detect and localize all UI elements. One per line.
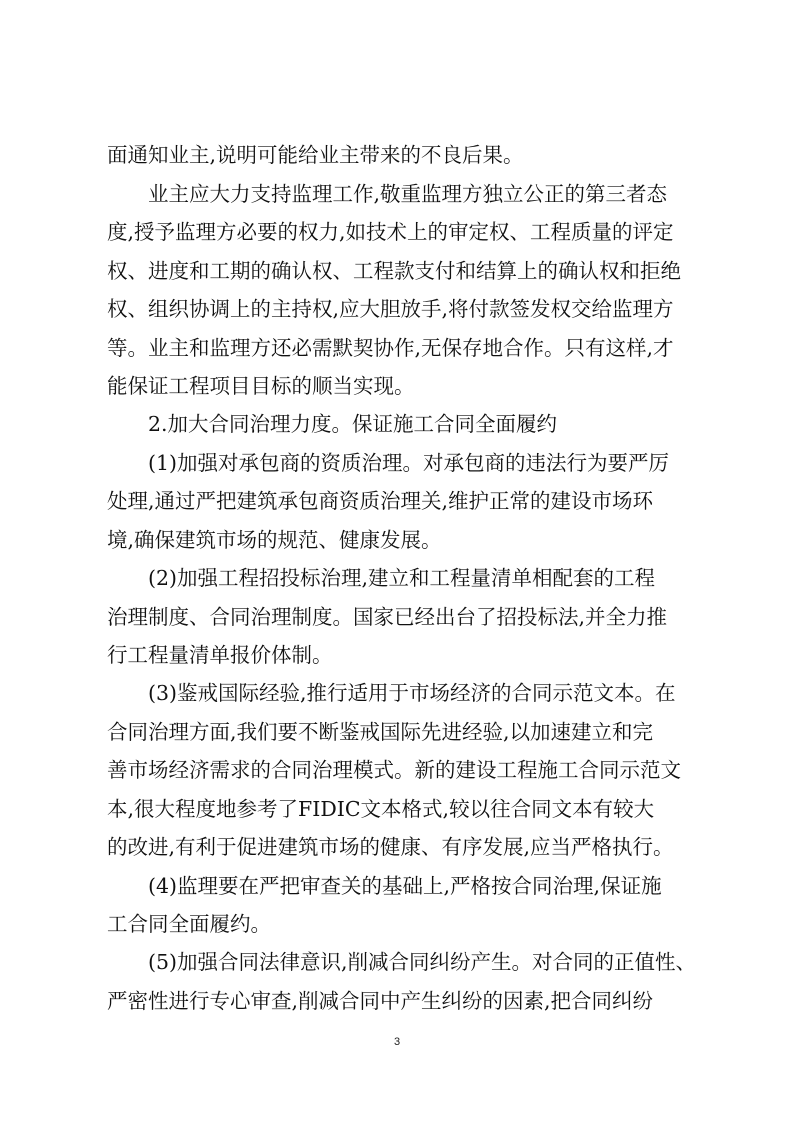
text-line: 权、进度和工期的确认权、工程款支付和结算上的确认权和拒绝 (107, 259, 681, 283)
text-line: 治理制度、合同治理制度。国家已经出台了招投标法,并全力推 (107, 605, 668, 629)
section-heading: 2.加大合同治理力度。保证施工合同全面履约 (148, 412, 558, 436)
text-line: 处理,通过严把建筑承包商资质治理关,维护正常的建设市场环 (107, 489, 654, 513)
text-line: (5)加强合同法律意识,削减合同纠纷产生。对合同的正值性、 (148, 950, 697, 974)
text-line: 工合同全面履约。 (107, 912, 271, 936)
text-line: 的改进,有利于促进建筑市场的健康、有序发展,应当严格执行。 (107, 835, 674, 859)
page-number: 3 (393, 1036, 401, 1048)
text-line: 严密性进行专心审查,削减合同中产生纠纷的因素,把合同纠纷 (107, 989, 654, 1013)
text-line: (3)鉴戒国际经验,推行适用于市场经济的合同示范文本。在 (148, 681, 676, 705)
text-line: 权、组织协调上的主持权,应大胆放手,将付款签发权交给监理方 (107, 297, 674, 321)
text-line: 合同治理方面,我们要不断鉴戒国际先进经验,以加速建立和完 (107, 720, 654, 744)
text-line: 善市场经济需求的合同治理模式。新的建设工程施工合同示范文 (107, 758, 681, 782)
text-line: 本,很大程度地参考了FIDIC文本格式,较以往合同文本有较大 (107, 797, 655, 821)
text-line: 等。业主和监理方还必需默契协作,无保存地合作。只有这样,才 (107, 336, 674, 360)
text-line: (1)加强对承包商的资质治理。对承包商的违法行为要严厉 (148, 451, 670, 475)
text-line: 能保证工程项目目标的顺当实现。 (107, 374, 415, 398)
text-line: 行工程量清单报价体制。 (107, 643, 333, 667)
text-line: 业主应大力支持监理工作,敬重监理方独立公正的第三者态 (148, 182, 668, 206)
text-line: 面通知业主,说明可能给业主带来的不良后果。 (107, 143, 524, 167)
text-line: (2)加强工程招投标治理,建立和工程量清单相配套的工程 (148, 566, 656, 590)
text-line: (4)监理要在严把审查关的基础上,严格按合同治理,保证施 (148, 874, 662, 898)
text-line: 度,授予监理方必要的权力,如技术上的审定权、工程质量的评定 (107, 220, 674, 244)
text-line: 境,确保建筑市场的规范、健康发展。 (107, 528, 442, 552)
